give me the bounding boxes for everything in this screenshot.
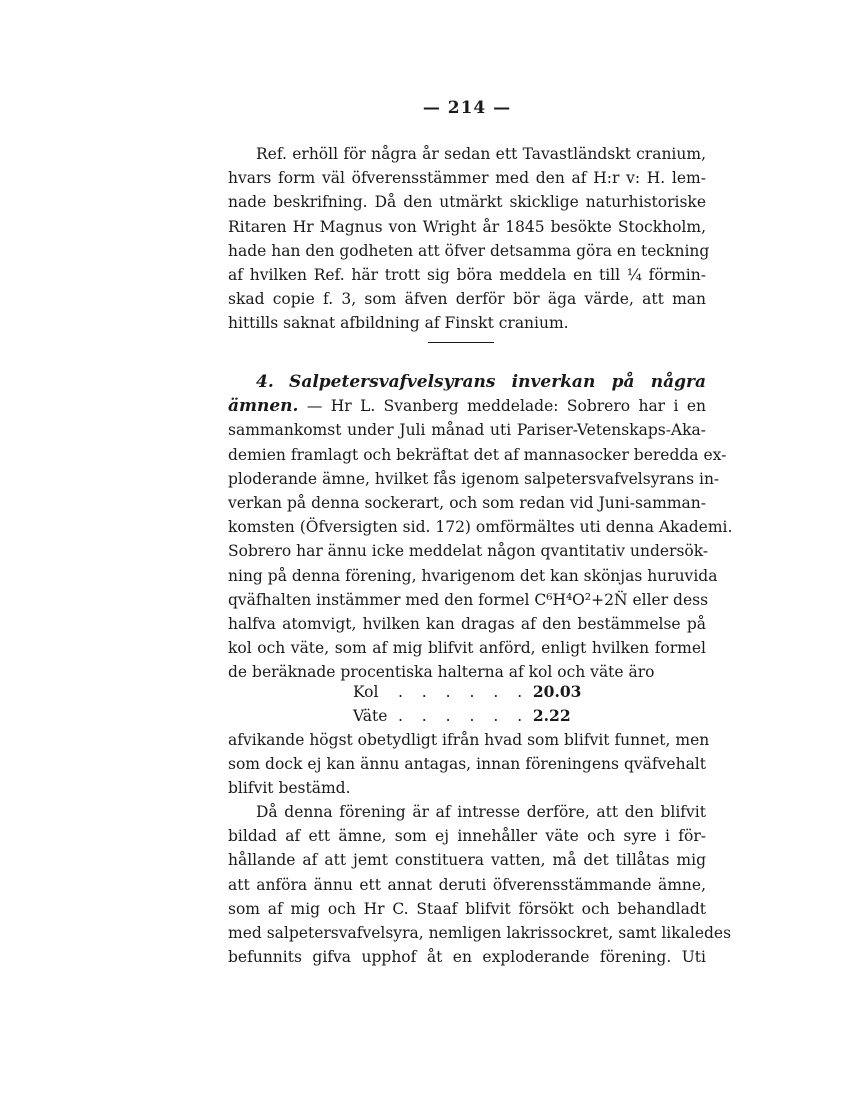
paragraph-reference [228, 142, 710, 336]
text-line: sammankomst under Juli månad uti Pariser-Vetenskaps-Aka- [228, 421, 706, 440]
text-line: som dock ej kan ännu antagas, innan föreningens qväfvehalt [228, 755, 706, 774]
text-line: demien framlagt och bekräftat det af mannasocker beredda ex- [228, 445, 727, 464]
text-line: som af mig och Hr C. Staaf blifvit försökt och behandladt [228, 899, 706, 918]
text-line: bildad af ett ämne, som ej innehåller väte och syre i för- [228, 827, 706, 846]
table-row [353, 704, 613, 728]
table-row [353, 680, 613, 704]
text-line: kol och väte, som af mig blifvit anförd, enligt hvilken formel [228, 639, 706, 658]
text-line: att anföra ännu ett annat deruti öfverensstämmande ämne, [228, 875, 706, 894]
text-line: ning på denna förening, hvarigenom det kan skönjas huruvida [228, 566, 718, 585]
table-label: Kol [353, 683, 379, 701]
text-line: ploderande ämne, hvilket fås igenom salpetersvafvelsyrans in- [228, 469, 720, 488]
document-page [228, 0, 733, 1096]
text-line: Ref. erhöll för några år sedan ett Tavastländskt cranium, [256, 145, 706, 163]
table-dots: . . . . . . [397, 683, 530, 701]
paragraph-continuation [228, 800, 732, 969]
paragraph-conclusion [228, 728, 710, 801]
text-line: hvars form väl öfverensstämmer med den af H:r v: H. lem- [228, 169, 706, 188]
text-line: Sobrero har ännu icke meddelat någon qvantitativ undersök- [228, 542, 709, 561]
table-label: Väte [353, 707, 388, 726]
text-line: komsten (Öfversigten sid. 172) omförmältes uti denna Akademi. [228, 518, 733, 537]
text-line: verkan på denna sockerart, och som redan vid Juni-samman- [228, 493, 706, 512]
section-title: Salpetersvafvelsyrans inverkan på några [289, 372, 706, 392]
text-line: Då denna förening är af intresse derföre, att den blifvit [256, 803, 706, 821]
text-line: nade beskrifning. Då den utmärkt skicklige naturhistoriske [228, 193, 706, 212]
section-number: 4. [256, 372, 274, 392]
section-heading-line [228, 370, 706, 394]
text-line: de beräknade procentiska halterna af kol och väte äro [228, 663, 655, 682]
text-line: Ritaren Hr Magnus von Wright år 1845 besökte Stockholm, [228, 217, 706, 236]
section-divider [428, 342, 494, 343]
text-line [228, 394, 706, 418]
page-number: — 214 — [422, 98, 512, 118]
text-line: skad copie f. 3, som äfven derför bör äga värde, att man [228, 290, 706, 309]
text-line: qväfhalten instämmer med den formel C⁶H⁴O²+2N̈ eller dess [228, 590, 709, 609]
text-line: med salpetersvafvelsyra, nemligen lakrissockret, samt likaledes [228, 923, 732, 942]
section-title-continued: ämnen. [228, 396, 299, 417]
table-dots: . . . . . . [397, 707, 530, 726]
section-4 [228, 370, 733, 684]
text-line: hittills saknat afbildning af Finskt cranium. [228, 314, 569, 333]
text-line: halfva atomvigt, hvilken kan dragas af den bestämmelse på [228, 614, 706, 633]
text-line: af hvilken Ref. här trott sig böra meddela en till ¼ förmin- [228, 265, 706, 284]
text-line: blifvit bestämd. [228, 779, 351, 798]
table-value: 2.22 [532, 706, 571, 726]
text-fragment: — Hr L. Svanberg meddelade: Sobrero har i en [306, 397, 706, 416]
composition-table [353, 680, 613, 728]
table-value: 20.03 [532, 682, 582, 701]
text-line: befunnits gifva upphof åt en exploderande förening. Uti [228, 948, 706, 967]
text-line: afvikande högst obetydligt ifrån hvad som blifvit funnet, men [228, 731, 710, 749]
text-line: hållande af att jemt constituera vatten, må det tillåtas mig [228, 851, 706, 870]
text-line: hade han den godheten att öfver detsamma göra en teckning [228, 241, 710, 260]
